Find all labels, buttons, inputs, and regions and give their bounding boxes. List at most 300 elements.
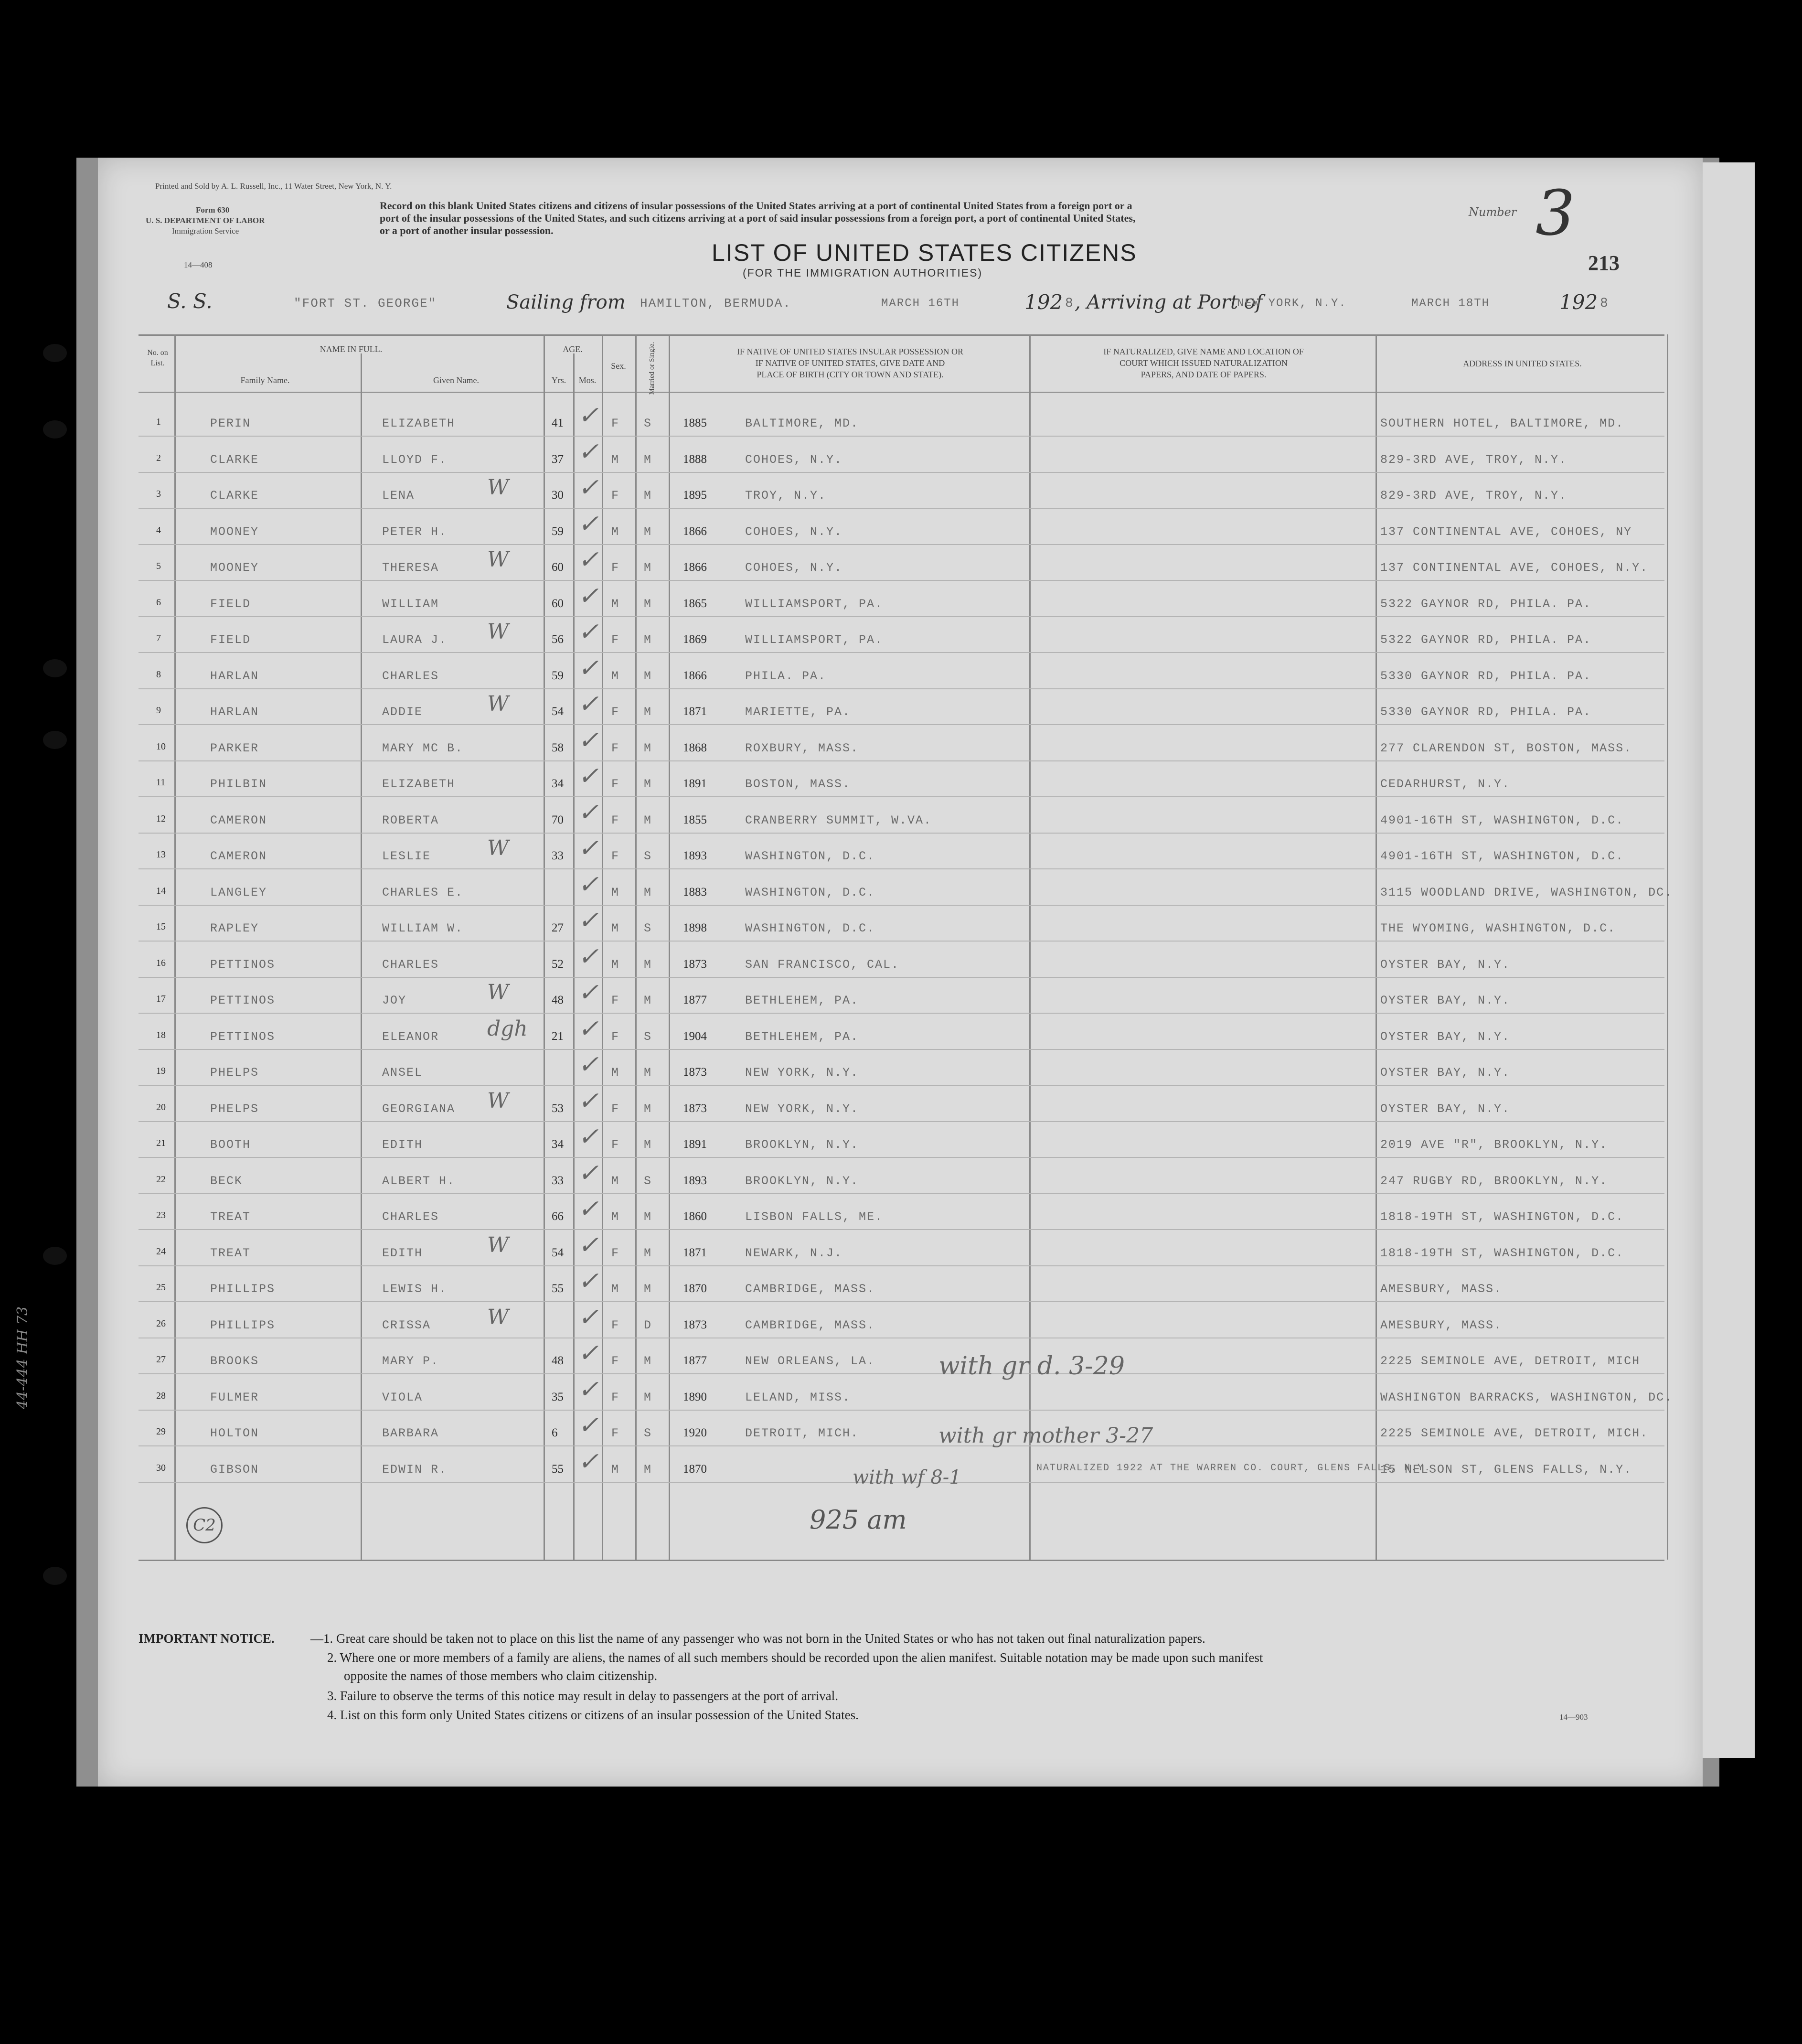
table-header-rule xyxy=(139,392,1664,393)
cell-place: NEW YORK, N.Y. xyxy=(745,1102,859,1116)
table-row xyxy=(98,906,1703,947)
cell-year: 1871 xyxy=(683,705,707,718)
cell-family: HARLAN xyxy=(210,705,259,719)
cell-age: 54 xyxy=(552,1246,564,1259)
table-row xyxy=(98,1086,1703,1127)
cell-family: MOONEY xyxy=(210,524,259,539)
cell-year: 1883 xyxy=(683,885,707,899)
cell-ms: M xyxy=(644,1390,652,1404)
cell-place: BOSTON, MASS. xyxy=(745,777,851,791)
cell-mark: W xyxy=(487,980,509,1005)
cell-year: 1888 xyxy=(683,452,707,466)
cell-ms: M xyxy=(644,561,652,575)
cell-address: CEDARHURST, N.Y. xyxy=(1380,777,1511,791)
cell-given: ELIZABETH xyxy=(382,417,456,430)
header-birth-line-1: IF NATIVE OF UNITED STATES INSULAR POSSESSION OR xyxy=(736,347,964,356)
cell-given: EDITH xyxy=(382,1246,423,1260)
cell-no: 10 xyxy=(156,741,166,752)
cell-place: COHOES, N.Y. xyxy=(745,524,843,539)
cell-family: PARKER xyxy=(210,741,259,755)
cell-place: CRANBERRY SUMMIT, W.VA. xyxy=(745,813,932,827)
cell-address: WASHINGTON BARRACKS, WASHINGTON, DC. xyxy=(1380,1390,1673,1404)
cell-sex: M xyxy=(611,597,620,611)
cell-place: BROOKLYN, N.Y. xyxy=(745,1138,859,1152)
cell-family: TREAT xyxy=(210,1210,251,1224)
annotation-time: 925 am xyxy=(810,1505,907,1535)
cell-ms: M xyxy=(644,741,652,755)
cell-year: 1893 xyxy=(683,849,707,862)
cell-year: 1920 xyxy=(683,1426,707,1439)
table-row xyxy=(98,942,1703,983)
header-birth-line-3: PLACE OF BIRTH (CITY OR TOWN AND STATE). xyxy=(757,370,944,379)
cell-family: BECK xyxy=(210,1174,243,1188)
cell-ms: S xyxy=(644,1174,652,1188)
cell-address: AMESBURY, MASS. xyxy=(1380,1318,1503,1332)
cell-sex: F xyxy=(611,1246,620,1260)
cell-address: OYSTER BAY, N.Y. xyxy=(1380,1102,1511,1116)
check-mark-icon: ✓ xyxy=(578,1231,599,1260)
cell-no: 1 xyxy=(156,417,161,427)
cell-ms: M xyxy=(644,777,652,791)
cell-year: 1855 xyxy=(683,813,707,826)
row-rule xyxy=(139,796,1664,797)
cell-given: ROBERTA xyxy=(382,813,439,827)
cell-year: 1870 xyxy=(683,1462,707,1476)
cell-family: PHILLIPS xyxy=(210,1318,276,1332)
cell-sex: M xyxy=(611,921,620,935)
check-mark-icon: ✓ xyxy=(578,1411,599,1440)
row-rule xyxy=(139,977,1664,978)
cell-sex: F xyxy=(611,633,620,647)
cell-no: 3 xyxy=(156,489,161,499)
cell-sex: F xyxy=(611,1426,620,1440)
header-family-name: Family Name. xyxy=(240,375,290,385)
table-row xyxy=(98,726,1703,767)
cell-age: 60 xyxy=(552,561,564,574)
table-row xyxy=(98,509,1703,550)
cell-address: 15 NELSON ST, GLENS FALLS, N.Y. xyxy=(1380,1462,1632,1477)
cell-no: 5 xyxy=(156,561,161,571)
table-top-rule xyxy=(139,334,1664,336)
cell-family: LANGLEY xyxy=(210,885,267,899)
cell-sex: F xyxy=(611,849,620,863)
check-mark-icon: ✓ xyxy=(578,653,599,683)
cell-year: 1895 xyxy=(683,489,707,502)
binder-hole xyxy=(43,731,67,749)
cell-ms: M xyxy=(644,1102,652,1116)
cell-place: NEW YORK, N.Y. xyxy=(745,1066,859,1080)
form-code-right: 14—903 xyxy=(1559,1712,1588,1722)
cell-place: COHOES, N.Y. xyxy=(745,561,843,575)
table-row xyxy=(98,1014,1703,1055)
cell-given: CHARLES xyxy=(382,1210,439,1224)
cell-age: 66 xyxy=(552,1210,564,1223)
cell-no: 18 xyxy=(156,1029,166,1040)
check-mark-icon: ✓ xyxy=(578,1447,599,1476)
cell-age: 52 xyxy=(552,957,564,971)
cell-place: LELAND, MISS. xyxy=(745,1390,851,1404)
cell-mark: W xyxy=(487,1232,509,1257)
row-rule xyxy=(139,833,1664,834)
header-naturalized-line-3: PAPERS, AND DATE OF PAPERS. xyxy=(1141,370,1267,379)
row-rule xyxy=(139,1301,1664,1302)
cell-sex: F xyxy=(611,417,620,430)
cell-place: BETHLEHEM, PA. xyxy=(745,1029,859,1044)
cell-year: 1873 xyxy=(683,1318,707,1331)
cell-given: LLOYD F. xyxy=(382,452,448,467)
cell-ms: M xyxy=(644,1354,652,1368)
cell-ms: M xyxy=(644,1246,652,1260)
check-mark-icon: ✓ xyxy=(578,1123,599,1151)
cell-no: 20 xyxy=(156,1102,166,1113)
row-rule xyxy=(139,1229,1664,1230)
cell-sex: F xyxy=(611,994,620,1007)
cell-no: 28 xyxy=(156,1390,166,1401)
cell-age: 53 xyxy=(552,1102,564,1115)
cell-address: 1818-19TH ST, WASHINGTON, D.C. xyxy=(1380,1210,1624,1224)
service-name: Immigration Service xyxy=(172,226,239,235)
cell-address: 2225 SEMINOLE AVE, DETROIT, MICH. xyxy=(1380,1426,1649,1440)
cell-family: FULMER xyxy=(210,1390,259,1404)
cell-no: 6 xyxy=(156,597,161,608)
cell-place: BETHLEHEM, PA. xyxy=(745,994,859,1007)
cell-address: 277 CLARENDON ST, BOSTON, MASS. xyxy=(1380,741,1632,755)
table-row xyxy=(98,473,1703,514)
number-value: 3 xyxy=(1535,177,1575,249)
cell-ms: M xyxy=(644,633,652,647)
cell-age: 56 xyxy=(552,633,564,646)
row-rule xyxy=(139,652,1664,653)
cell-place: WASHINGTON, D.C. xyxy=(745,885,875,899)
binder-hole xyxy=(43,659,67,677)
cell-sex: M xyxy=(611,1282,620,1296)
cell-ms: M xyxy=(644,1138,652,1152)
check-mark-icon: ✓ xyxy=(578,978,599,1007)
cell-address: 1818-19TH ST, WASHINGTON, D.C. xyxy=(1380,1246,1624,1260)
check-mark-icon: ✓ xyxy=(578,942,599,971)
cell-year: 1877 xyxy=(683,994,707,1006)
cell-ms: M xyxy=(644,813,652,827)
table-row xyxy=(98,762,1703,803)
cell-given: ELIZABETH xyxy=(382,777,456,791)
row-rule xyxy=(139,1445,1664,1446)
cell-ms: M xyxy=(644,489,652,503)
cell-address: OYSTER BAY, N.Y. xyxy=(1380,994,1511,1007)
cell-family: TREAT xyxy=(210,1246,251,1260)
header-mos: Mos. xyxy=(578,375,597,385)
cell-family: PETTINOS xyxy=(210,994,276,1007)
cell-age: 59 xyxy=(552,669,564,682)
table-row xyxy=(98,1375,1703,1416)
arriving-date: MARCH 18TH xyxy=(1411,297,1490,310)
cell-mark: W xyxy=(487,547,509,572)
cell-place: BROOKLYN, N.Y. xyxy=(745,1174,859,1188)
header-no-on-list: No. on List. xyxy=(147,349,168,367)
cell-family: PHILBIN xyxy=(210,777,267,791)
row-rule xyxy=(139,436,1664,437)
cell-no: 25 xyxy=(156,1282,166,1293)
cell-family: PHELPS xyxy=(210,1102,259,1116)
annotation-row-29: with gr mother 3-27 xyxy=(938,1423,1153,1448)
table-row xyxy=(98,581,1703,622)
cell-age: 30 xyxy=(552,489,564,502)
cell-year: 1869 xyxy=(683,633,707,646)
cell-family: CAMERON xyxy=(210,849,267,863)
annotation-row-27: with gr d. 3-29 xyxy=(938,1352,1125,1381)
cell-no: 2 xyxy=(156,452,161,463)
cell-address: 137 CONTINENTAL AVE, COHOES, NY xyxy=(1380,524,1632,539)
table-row xyxy=(98,1267,1703,1307)
cell-sex: M xyxy=(611,957,620,972)
notice-item-4: 4. List on this form only United States citizens or citizens of an insular possession of the United States. xyxy=(327,1708,859,1722)
check-mark-icon: ✓ xyxy=(578,1339,599,1368)
row-rule xyxy=(139,724,1664,725)
cell-sex: F xyxy=(611,1318,620,1332)
cell-year: 1866 xyxy=(683,524,707,538)
cell-family: PHELPS xyxy=(210,1066,259,1080)
check-mark-icon: ✓ xyxy=(578,618,599,646)
table-row xyxy=(98,690,1703,730)
row-rule xyxy=(139,616,1664,617)
margin-note: 44-444 HH 73 xyxy=(14,1306,31,1409)
table-row xyxy=(98,1195,1703,1235)
cell-ms: M xyxy=(644,885,652,899)
cell-no: 29 xyxy=(156,1426,166,1437)
row-rule xyxy=(139,941,1664,942)
cell-ms: M xyxy=(644,669,652,683)
header-sex: Sex. xyxy=(611,361,626,371)
cell-given: BARBARA xyxy=(382,1426,439,1440)
row-rule xyxy=(139,544,1664,545)
header-age: AGE. xyxy=(563,344,583,354)
page-number: 213 xyxy=(1588,251,1620,275)
ship-name: "FORT ST. GEORGE" xyxy=(294,296,437,310)
row-rule xyxy=(139,1085,1664,1086)
cell-sex: F xyxy=(611,777,620,791)
cell-sex: F xyxy=(611,1390,620,1404)
row-rule xyxy=(139,1121,1664,1122)
cell-given: JOY xyxy=(382,994,407,1007)
table-row xyxy=(98,1231,1703,1272)
cell-address: AMESBURY, MASS. xyxy=(1380,1282,1503,1296)
cell-address: 5322 GAYNOR RD, PHILA. PA. xyxy=(1380,633,1592,647)
cell-given: WILLIAM xyxy=(382,597,439,611)
cell-ms: S xyxy=(644,417,652,430)
form-subtitle: (FOR THE IMMIGRATION AUTHORITIES) xyxy=(743,267,983,279)
cell-place: WILLIAMSPORT, PA. xyxy=(745,633,884,647)
table-row xyxy=(98,618,1703,658)
cell-family: PETTINOS xyxy=(210,1029,276,1044)
check-mark-icon: ✓ xyxy=(578,1267,599,1295)
cell-ms: M xyxy=(644,994,652,1007)
header-naturalized-line-2: COURT WHICH ISSUED NATURALIZATION xyxy=(1120,358,1288,368)
check-mark-icon: ✓ xyxy=(578,1195,599,1223)
cell-year: 1868 xyxy=(683,741,707,754)
cell-family: PERIN xyxy=(210,417,251,430)
sailing-year: 8 xyxy=(1065,296,1074,311)
cell-age: 6 xyxy=(552,1426,558,1439)
row-rule xyxy=(139,1373,1664,1374)
circled-annotation: C2 xyxy=(186,1507,223,1543)
cell-year: 1873 xyxy=(683,1102,707,1115)
cell-sex: F xyxy=(611,489,620,503)
cell-place: CAMBRIDGE, MASS. xyxy=(745,1318,875,1332)
sailing-date: MARCH 16TH xyxy=(881,297,960,310)
citizens-list-form xyxy=(98,158,1703,1787)
cell-year: 1871 xyxy=(683,1246,707,1259)
cell-mark: W xyxy=(487,1305,509,1329)
cell-age: 55 xyxy=(552,1282,564,1295)
cell-given: ALBERT H. xyxy=(382,1174,456,1188)
cell-family: CAMERON xyxy=(210,813,267,827)
cell-ms: D xyxy=(644,1318,652,1332)
cell-given: WILLIAM W. xyxy=(382,921,464,935)
instructions-line-2: port of the insular possessions of the United States, and such citizens arriving at a port of said insular possessions from a foreign port, a port of continental United States, xyxy=(380,212,1136,224)
cell-year: 1893 xyxy=(683,1174,707,1187)
cell-family: BOOTH xyxy=(210,1138,251,1152)
cell-given: LESLIE xyxy=(382,849,431,863)
row-rule xyxy=(139,868,1664,869)
cell-year: 1866 xyxy=(683,561,707,574)
cell-address: 2019 AVE "R", BROOKLYN, N.Y. xyxy=(1380,1138,1608,1152)
instructions-line-3: or a port of another insular possession. xyxy=(380,225,554,236)
cell-address: OYSTER BAY, N.Y. xyxy=(1380,1029,1511,1044)
cell-family: CLARKE xyxy=(210,452,259,467)
year-label-2: 192 xyxy=(1559,290,1598,314)
table-row xyxy=(98,546,1703,586)
cell-given: LAURA J. xyxy=(382,633,448,647)
cell-age: 70 xyxy=(552,813,564,826)
row-rule xyxy=(139,1049,1664,1050)
cell-age: 54 xyxy=(552,705,564,718)
row-rule xyxy=(139,472,1664,473)
cell-given: EDWIN R. xyxy=(382,1462,448,1477)
cell-address: SOUTHERN HOTEL, BALTIMORE, MD. xyxy=(1380,417,1624,430)
number-label: Number xyxy=(1469,205,1517,219)
cell-age: 59 xyxy=(552,524,564,538)
row-rule xyxy=(139,580,1664,581)
annotation-row-30: with wf 8-1 xyxy=(853,1466,961,1488)
check-mark-icon: ✓ xyxy=(578,437,599,466)
row-rule xyxy=(139,760,1664,761)
cell-no: 27 xyxy=(156,1354,166,1365)
table-row xyxy=(98,798,1703,839)
cell-no: 11 xyxy=(156,777,166,788)
cell-address: 2225 SEMINOLE AVE, DETROIT, MICH xyxy=(1380,1354,1641,1368)
cell-given: ELEANOR xyxy=(382,1029,439,1044)
arriving-port: NEW YORK, N.Y. xyxy=(1237,297,1347,310)
table-row xyxy=(98,1411,1703,1452)
cell-address: 5330 GAYNOR RD, PHILA. PA. xyxy=(1380,705,1592,719)
header-given-name: Given Name. xyxy=(433,375,479,385)
cell-year: 1873 xyxy=(683,957,707,971)
cell-ms: M xyxy=(644,452,652,467)
cell-year: 1877 xyxy=(683,1354,707,1367)
cell-age: 34 xyxy=(552,777,564,790)
cell-sex: M xyxy=(611,1210,620,1224)
row-rule xyxy=(139,1265,1664,1266)
cell-ms: M xyxy=(644,1066,652,1080)
cell-address: OYSTER BAY, N.Y. xyxy=(1380,1066,1511,1080)
cell-year: 1898 xyxy=(683,921,707,934)
cell-sex: F xyxy=(611,1138,620,1152)
cell-place: TROY, N.Y. xyxy=(745,489,827,503)
cell-given: VIOLA xyxy=(382,1390,423,1404)
check-mark-icon: ✓ xyxy=(578,870,599,899)
cell-ms: M xyxy=(644,705,652,719)
cell-sex: M xyxy=(611,452,620,467)
cell-mark: dgh xyxy=(487,1016,528,1041)
check-mark-icon: ✓ xyxy=(578,1375,599,1404)
cell-age: 34 xyxy=(552,1138,564,1151)
cell-sex: M xyxy=(611,1066,620,1080)
cell-given: MARY P. xyxy=(382,1354,439,1368)
cell-given: CHARLES xyxy=(382,669,439,683)
cell-year: 1891 xyxy=(683,777,707,790)
cell-family: GIBSON xyxy=(210,1462,259,1477)
table-row xyxy=(98,401,1703,442)
binder-hole xyxy=(43,1567,67,1585)
cell-sex: M xyxy=(611,524,620,539)
cell-sex: F xyxy=(611,1029,620,1044)
table-row xyxy=(98,1158,1703,1199)
cell-age: 48 xyxy=(552,1354,564,1367)
cell-address: 5322 GAYNOR RD, PHILA. PA. xyxy=(1380,597,1592,611)
cell-address: 3115 WOODLAND DRIVE, WASHINGTON, DC. xyxy=(1380,885,1673,899)
cell-no: 24 xyxy=(156,1246,166,1257)
cell-mark: W xyxy=(487,1088,509,1113)
check-mark-icon: ✓ xyxy=(578,906,599,935)
cell-address: 4901-16TH ST, WASHINGTON, D.C. xyxy=(1380,813,1624,827)
cell-no: 17 xyxy=(156,994,166,1004)
cell-address: 4901-16TH ST, WASHINGTON, D.C. xyxy=(1380,849,1624,863)
cell-address: 137 CONTINENTAL AVE, COHOES, N.Y. xyxy=(1380,561,1649,575)
cell-place: NEW ORLEANS, LA. xyxy=(745,1354,875,1368)
check-mark-icon: ✓ xyxy=(578,1050,599,1079)
cell-family: RAPLEY xyxy=(210,921,259,935)
cell-no: 23 xyxy=(156,1210,166,1220)
check-mark-icon: ✓ xyxy=(578,834,599,863)
table-row xyxy=(98,653,1703,695)
cell-age: 21 xyxy=(552,1029,564,1043)
cell-year: 1904 xyxy=(683,1029,707,1043)
cell-ms: M xyxy=(644,1210,652,1224)
header-birth-line-2: IF NATIVE OF UNITED STATES, GIVE DATE AND xyxy=(755,358,945,368)
cell-ms: M xyxy=(644,1462,652,1477)
header-address: ADDRESS IN UNITED STATES. xyxy=(1463,359,1582,368)
cell-place: COHOES, N.Y. xyxy=(745,452,843,467)
table-row xyxy=(98,834,1703,875)
cell-no: 12 xyxy=(156,813,166,824)
cell-place: DETROIT, MICH. xyxy=(745,1426,859,1440)
row-rule xyxy=(139,1157,1664,1158)
binder-hole xyxy=(43,420,67,439)
header-naturalized-line-1: IF NATURALIZED, GIVE NAME AND LOCATION OF xyxy=(1103,347,1304,356)
cell-age: 37 xyxy=(552,452,564,466)
sailing-from: HAMILTON, BERMUDA. xyxy=(640,296,791,310)
table-row xyxy=(98,1123,1703,1163)
form-code-left: 14—408 xyxy=(184,260,213,269)
cell-family: FIELD xyxy=(210,633,251,647)
cell-ms: M xyxy=(644,1282,652,1296)
cell-ms: M xyxy=(644,957,652,972)
cell-no: 19 xyxy=(156,1066,166,1076)
cell-given: PETER H. xyxy=(382,524,448,539)
cell-age: 58 xyxy=(552,741,564,754)
binder-hole xyxy=(43,344,67,362)
cell-nat: NATURALIZED 1922 AT THE WARREN CO. COURT, GLENS FALLS, N.Y. xyxy=(1036,1462,1431,1474)
check-mark-icon: ✓ xyxy=(578,509,599,538)
